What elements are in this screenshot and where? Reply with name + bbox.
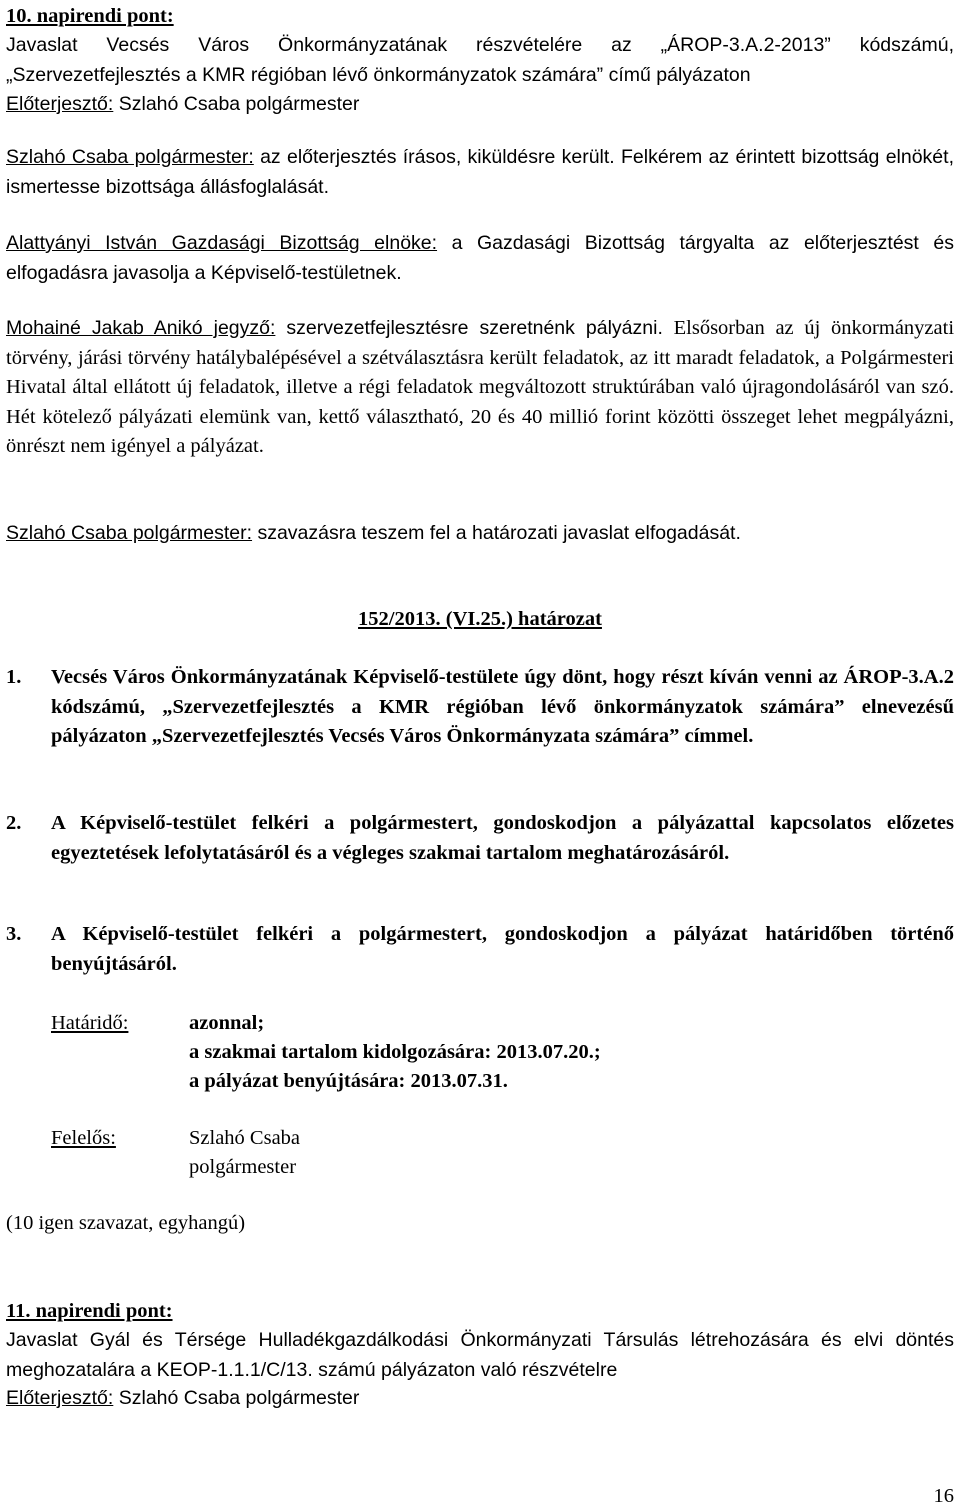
presenter-name: Szlahó Csaba polgármester — [113, 93, 360, 115]
statement-mayor-2 — [6, 519, 954, 549]
resolution-item-2 — [6, 809, 954, 868]
statement-notary — [6, 314, 954, 462]
item-text: A Képviselő-testület felkéri a polgármestert, gondoskodjon a pályázat határidőben történő benyújtásáról. — [51, 923, 954, 975]
statement-text: az előterjesztés írásos, kiküldésre került. Felkérem az érintett bizottság elnökét, ismertesse bizottsága állásfoglalását. — [6, 146, 954, 198]
agenda-11-title: Javaslat Gyál és Térsége Hulladékgazdálkodási Önkormányzati Társulás létrehozására és elvi döntés meghozatalára a KEOP-1.1.1/C/13. számú pályázaton való részvételre — [6, 1329, 954, 1381]
item-text: Vecsés Város Önkormányzatának Képviselő-testülete úgy dönt, hogy részt kíván venni az ÁROP-3.A.2 kódszámú, „Szervezetfejlesztés a KMR régióban lévő önkormányzatok számára” elnevezésű pályázaton „Szervezetfejlesztés Vecsés Város Önkormányzata számára” címmel. — [51, 666, 954, 747]
agenda-10-heading: 10. napirendi pont: — [6, 5, 174, 27]
agenda-10-presenter — [6, 90, 954, 120]
statement-mayor-1 — [6, 143, 954, 202]
speaker: Alattyányi István Gazdasági Bizottság elnöke: — [6, 232, 438, 254]
vote-result: (10 igen szavazat, egyhangú) — [6, 1212, 246, 1234]
item-number: 1. — [6, 666, 22, 688]
statement-text: szervezetfejlesztésre szeretnénk pályázni. — [275, 317, 663, 339]
speaker: Szlahó Csaba polgármester: — [6, 146, 254, 168]
statement-text-continued: Elsősorban az új önkormányzati törvény, járási törvény hatálybalépésével a szétválasztásra került feladatok, az itt maradt feladatok, a Polgármesteri Hivatal által ellátott új feladatok, illetve a régi feladatok megváltozott struktúrában való újragondolásáról van szó. Hét kötelező pályázati elemünk van, kettő választható, 20 és 40 millió forint közötti összeget lehet megpályázni, önrészt nem igényel a pályázat. — [6, 317, 955, 457]
resolution-item-3 — [6, 920, 954, 979]
item-number: 3. — [6, 923, 22, 945]
agenda-11-heading: 11. napirendi pont: — [6, 1300, 173, 1322]
deadline-line: a szakmai tartalom kidolgozására: 2013.07.20.; — [189, 1041, 601, 1063]
presenter-label: Előterjesztő: — [6, 1387, 114, 1409]
deadline-line: azonnal; — [189, 1012, 265, 1034]
responsible-block — [6, 1124, 906, 1184]
page-number: 16 — [933, 1485, 954, 1507]
item-number: 2. — [6, 812, 22, 834]
responsible-line: Szlahó Csaba — [189, 1127, 301, 1149]
responsible-line: polgármester — [189, 1156, 297, 1178]
item-text: A Képviselő-testület felkéri a polgármestert, gondoskodjon a pályázattal kapcsolatos előzetes egyeztetések lefolytatásáról és a végleges szakmai tartalom meghatározásáról. — [51, 812, 954, 864]
responsible-label: Felelős: — [51, 1127, 116, 1149]
statement-text: a Gazdasági Bizottság tárgyalta az előterjesztést és elfogadásra javasolja a Képviselő-testületnek. — [6, 232, 954, 284]
speaker: Szlahó Csaba polgármester: — [6, 522, 253, 544]
presenter-name: Szlahó Csaba polgármester — [113, 1387, 360, 1409]
speaker: Mohainé Jakab Anikó jegyző: — [6, 317, 276, 339]
deadline-block — [6, 1009, 906, 1099]
statement-text: szavazásra teszem fel a határozati javaslat elfogadását. — [252, 522, 741, 544]
deadline-label: Határidő: — [51, 1012, 129, 1034]
statement-committee-chair — [6, 229, 954, 288]
deadline-line: a pályázat benyújtására: 2013.07.31. — [189, 1070, 508, 1092]
agenda-10-title: Javaslat Vecsés Város Önkormányzatának részvételére az „ÁROP-3.A.2-2013” kódszámú, „Szervezetfejlesztés a KMR régióban lévő önkormányzatok számára” című pályázaton — [6, 34, 954, 86]
resolution-title: 152/2013. (VI.25.) határozat — [358, 608, 602, 630]
presenter-label: Előterjesztő: — [6, 93, 114, 115]
agenda-11-presenter — [6, 1384, 954, 1414]
resolution-item-1 — [6, 663, 954, 752]
